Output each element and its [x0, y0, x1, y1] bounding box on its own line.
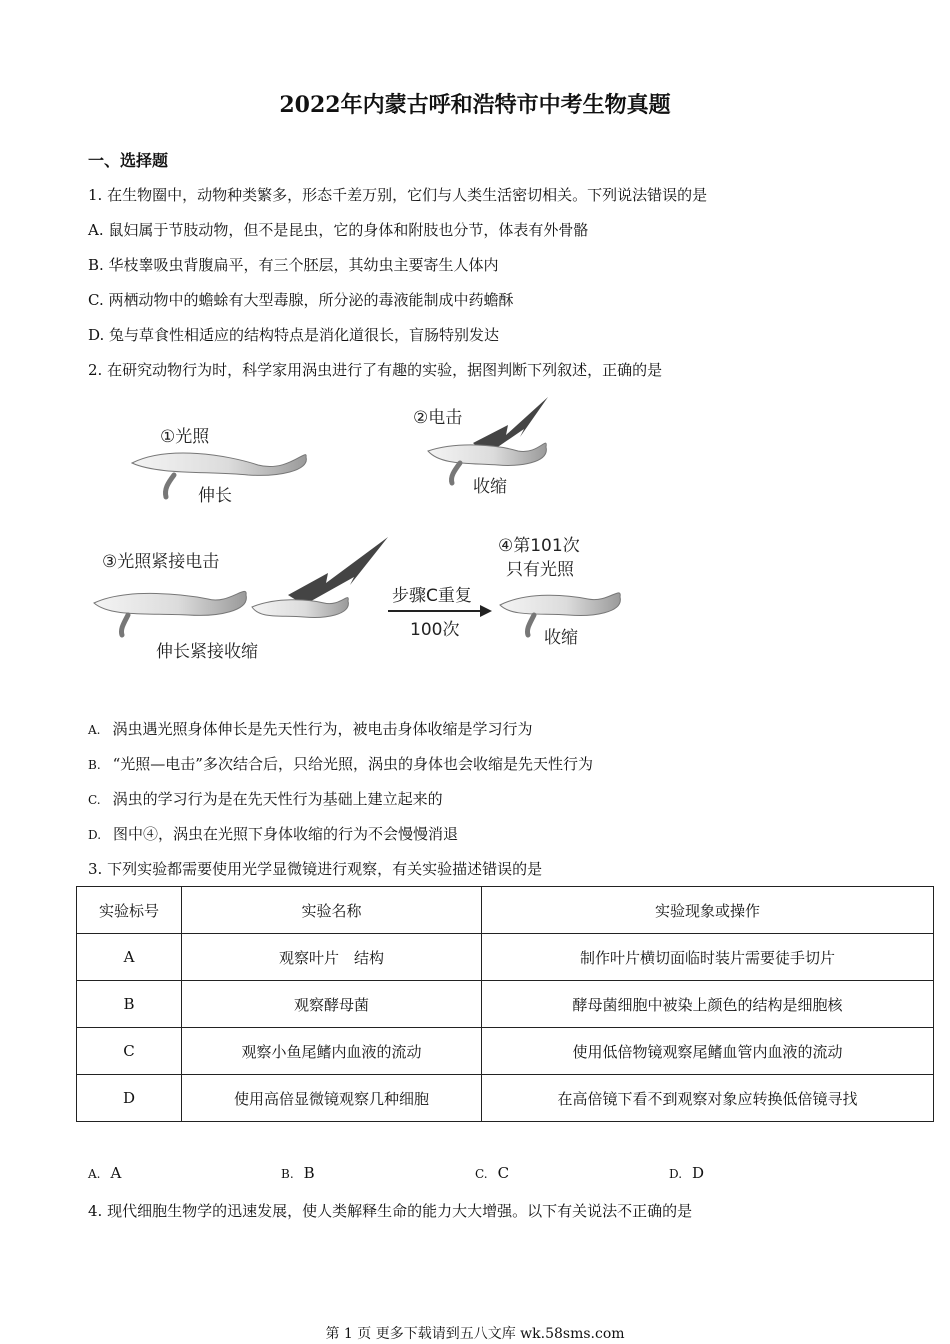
- question-4-stem: 4. 现代细胞生物学的迅速发展，使人类解释生命的能力大大增强。以下有关说法不正确的是: [88, 1202, 693, 1220]
- table-cell: C: [77, 1028, 182, 1075]
- question-2-option-d: D. 图中④，涡虫在光照下身体收缩的行为不会慢慢消退: [88, 825, 459, 843]
- table-row: [77, 934, 934, 981]
- question-3-choice-c: C. C: [475, 1164, 510, 1182]
- table-row: [77, 1028, 934, 1075]
- lightning-bolt-icon: [288, 537, 388, 605]
- arrow-label-top: 步骤C重复: [392, 586, 472, 606]
- table-header: 实验现象或操作: [482, 887, 934, 934]
- table-cell: 观察酵母菌: [182, 981, 482, 1028]
- question-3-choice-d: D. D: [669, 1164, 705, 1182]
- table-row: [77, 1075, 934, 1122]
- panel-4-label-line-1: ④第101次: [498, 536, 580, 556]
- table-cell: A: [77, 934, 182, 981]
- panel-4-caption: 收缩: [544, 628, 578, 648]
- question-3-choice-a: A. A: [88, 1164, 122, 1182]
- table-cell: 在高倍镜下看不到观察对象应转换低倍镜寻找: [482, 1075, 934, 1122]
- planarian-elongated-icon: [94, 591, 246, 635]
- page-footer: 第 1 页 更多下载请到五八文库 wk.58sms.com: [325, 1326, 625, 1342]
- question-1-option-a: A. 鼠妇属于节肢动物，但不是昆虫，它的身体和附肢也分节，体表有外骨骼: [88, 221, 589, 239]
- table-cell: 观察小鱼尾鳍内血液的流动: [182, 1028, 482, 1075]
- arrow-head-icon: [480, 605, 492, 617]
- panel-1-caption: 伸长: [198, 486, 232, 506]
- table-cell: B: [77, 981, 182, 1028]
- table-cell: 酵母菌细胞中被染上颜色的结构是细胞核: [482, 981, 934, 1028]
- section-heading: 一、选择题: [88, 151, 169, 170]
- table-cell: 使用低倍物镜观察尾鳍血管内血液的流动: [482, 1028, 934, 1075]
- table-cell: 使用高倍显微镜观察几种细胞: [182, 1075, 482, 1122]
- table-header: 实验名称: [182, 887, 482, 934]
- table-cell: 制作叶片横切面临时装片需要徒手切片: [482, 934, 934, 981]
- panel-2-caption: 收缩: [473, 477, 507, 497]
- table-cell: 观察叶片 结构: [182, 934, 482, 981]
- panel-1-label: ①光照: [160, 427, 210, 447]
- page-title: 2022年内蒙古呼和浩特市中考生物真题: [279, 92, 671, 118]
- question-3-stem: 3. 下列实验都需要使用光学显微镜进行观察，有关实验描述错误的是: [88, 860, 543, 878]
- question-1-option-c: C. 两栖动物中的蟾蜍有大型毒腺，所分泌的毒液能制成中药蟾酥: [88, 291, 514, 309]
- question-1-option-d: D. 兔与草食性相适应的结构特点是消化道很长，盲肠特别发达: [88, 326, 500, 344]
- table-row: [77, 981, 934, 1028]
- question-1-stem: 1. 在生物圈中，动物种类繁多，形态千差万别，它们与人类生活密切相关。下列说法错误的是: [88, 186, 708, 204]
- question-2-option-b: B. “光照—电击”多次结合后，只给光照，涡虫的身体也会收缩是先天性行为: [88, 755, 593, 773]
- question-2-option-a: A. 涡虫遇光照身体伸长是先天性行为，被电击身体收缩是学习行为: [88, 720, 533, 738]
- table-header: 实验标号: [77, 887, 182, 934]
- panel-4-label-line-2: 只有光照: [506, 560, 574, 580]
- panel-3-caption: 伸长紧接收缩: [156, 642, 258, 662]
- question-2-option-c: C. 涡虫的学习行为是在先天性行为基础上建立起来的: [88, 790, 443, 808]
- panel-3-label: ③光照紧接电击: [102, 552, 220, 572]
- question-1-option-b: B. 华枝睾吸虫背腹扁平，有三个胚层，其幼虫主要寄生人体内: [88, 256, 499, 274]
- planarian-experiment-figure: [88, 385, 648, 685]
- experiment-table: [76, 886, 934, 1122]
- panel-2-label: ②电击: [413, 408, 463, 428]
- planarian-contracted-icon: [252, 598, 348, 618]
- arrow-label-bottom: 100次: [410, 620, 460, 640]
- table-cell: D: [77, 1075, 182, 1122]
- question-2-stem: 2. 在研究动物行为时，科学家用涡虫进行了有趣的实验，据图判断下列叙述，正确的是: [88, 361, 663, 379]
- table-header-row: [77, 887, 934, 934]
- question-3-choice-b: B. B: [281, 1164, 315, 1182]
